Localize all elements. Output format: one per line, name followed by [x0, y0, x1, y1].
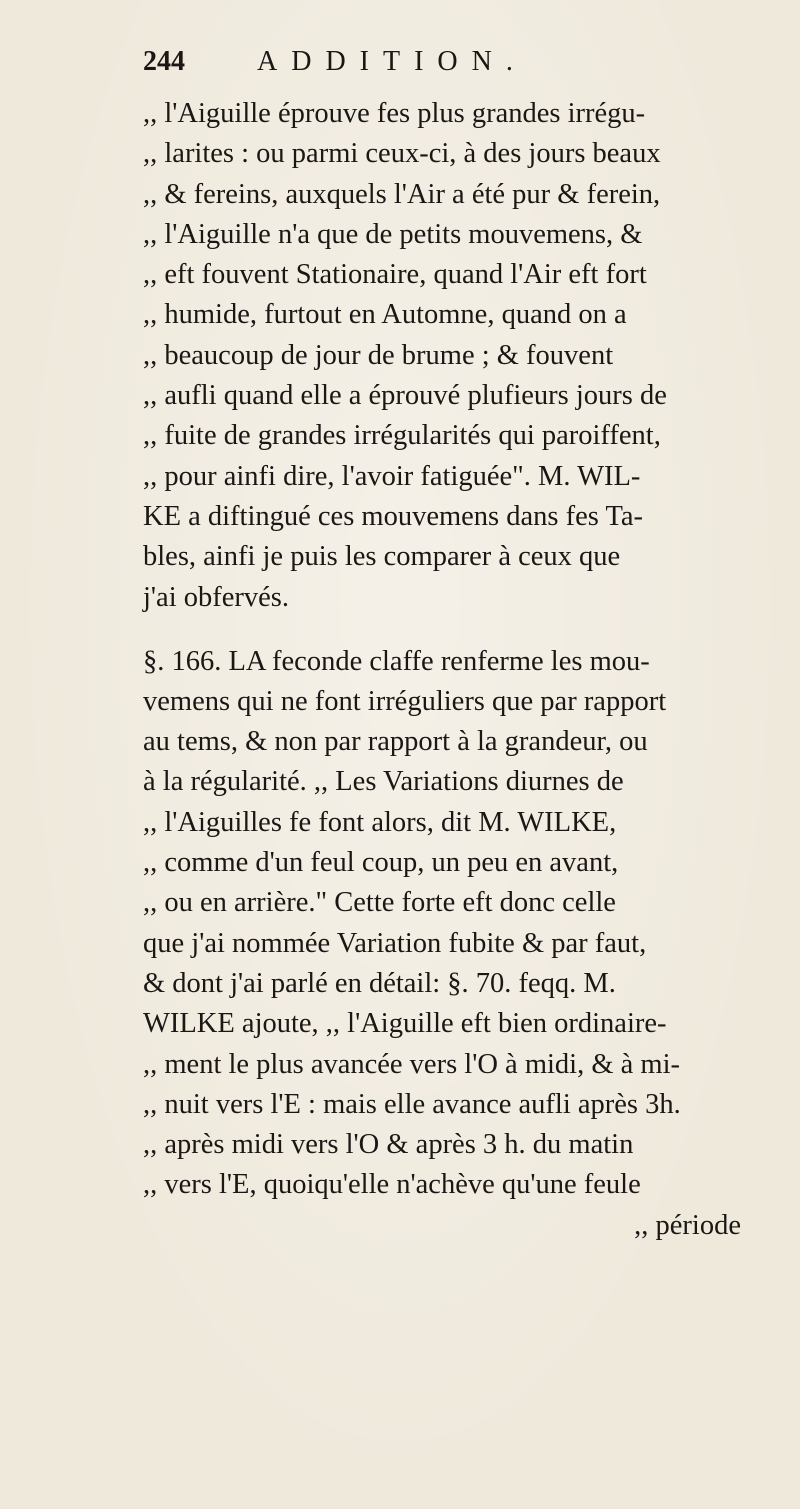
text-line: ,, pour ainfi dire, l'avoir fatiguée". M. WIL- — [143, 460, 641, 492]
text-line: ,, beaucoup de jour de brume ; & fouvent — [143, 339, 614, 371]
text-line: ,, ment le plus avancée vers l'O à midi, & à mi- — [143, 1048, 680, 1080]
text-line: ,, & fereins, auxquels l'Air a été pur & ferein, — [143, 178, 661, 210]
page-number: 244 — [143, 46, 185, 77]
text-line: ,, l'Aiguille n'a que de petits mouvemens, & — [143, 218, 643, 250]
page-header — [143, 42, 703, 82]
text-line: ,, aufli quand elle a éprouvé plufieurs jours de — [143, 380, 667, 412]
text-line: ,, ou en arrière." Cette forte eft donc celle — [143, 887, 616, 919]
text-line: KE a diftingué ces mouvemens dans fes Ta- — [143, 500, 644, 532]
text-line: vemens qui ne font irréguliers que par rapport — [143, 685, 667, 717]
text-line: ,, eft fouvent Stationaire, quand l'Air eft fort — [143, 259, 647, 291]
text-line: ,, l'Aiguille éprouve fes plus grandes irrégu- — [143, 98, 646, 129]
text-line: ,, vers l'E, quoiqu'elle n'achève qu'une feule — [143, 1169, 641, 1201]
text-line: & dont j'ai parlé en détail: §. 70. feqq. M. — [143, 967, 616, 999]
text-line: à la régularité. ,, Les Variations diurnes de — [143, 766, 624, 798]
text-line: ,, larites : ou parmi ceux-ci, à des jours beaux — [143, 138, 661, 170]
text-line: j'ai obfervés. — [143, 581, 289, 613]
catchword: ,, période — [634, 1209, 741, 1241]
text-line: ,, nuit vers l'E : mais elle avance aufli après 3h. — [143, 1088, 681, 1120]
text-line: ,, humide, furtout en Automne, quand on a — [143, 299, 627, 331]
text-line: au tems, & non par rapport à la grandeur, ou — [143, 726, 648, 758]
text-line: WILKE ajoute, ,, l'Aiguille eft bien ordinaire- — [143, 1008, 667, 1040]
text-line: §. 166. LA feconde claffe renferme les mou- — [143, 645, 650, 677]
text-line: ,, l'Aiguilles fe font alors, dit M. WILKE, — [143, 806, 617, 838]
text-line: bles, ainfi je puis les comparer à ceux que — [143, 541, 621, 573]
text-line: que j'ai nommée Variation fubite & par faut, — [143, 927, 647, 959]
running-head: ADDITION. — [257, 46, 527, 77]
body-text — [143, 94, 773, 1246]
text-line: ,, comme d'un feul coup, un peu en avant, — [143, 847, 619, 879]
text-line: ,, fuite de grandes irrégularités qui paroiffent, — [143, 420, 661, 452]
text-line: ,, après midi vers l'O & après 3 h. du matin — [143, 1129, 634, 1161]
